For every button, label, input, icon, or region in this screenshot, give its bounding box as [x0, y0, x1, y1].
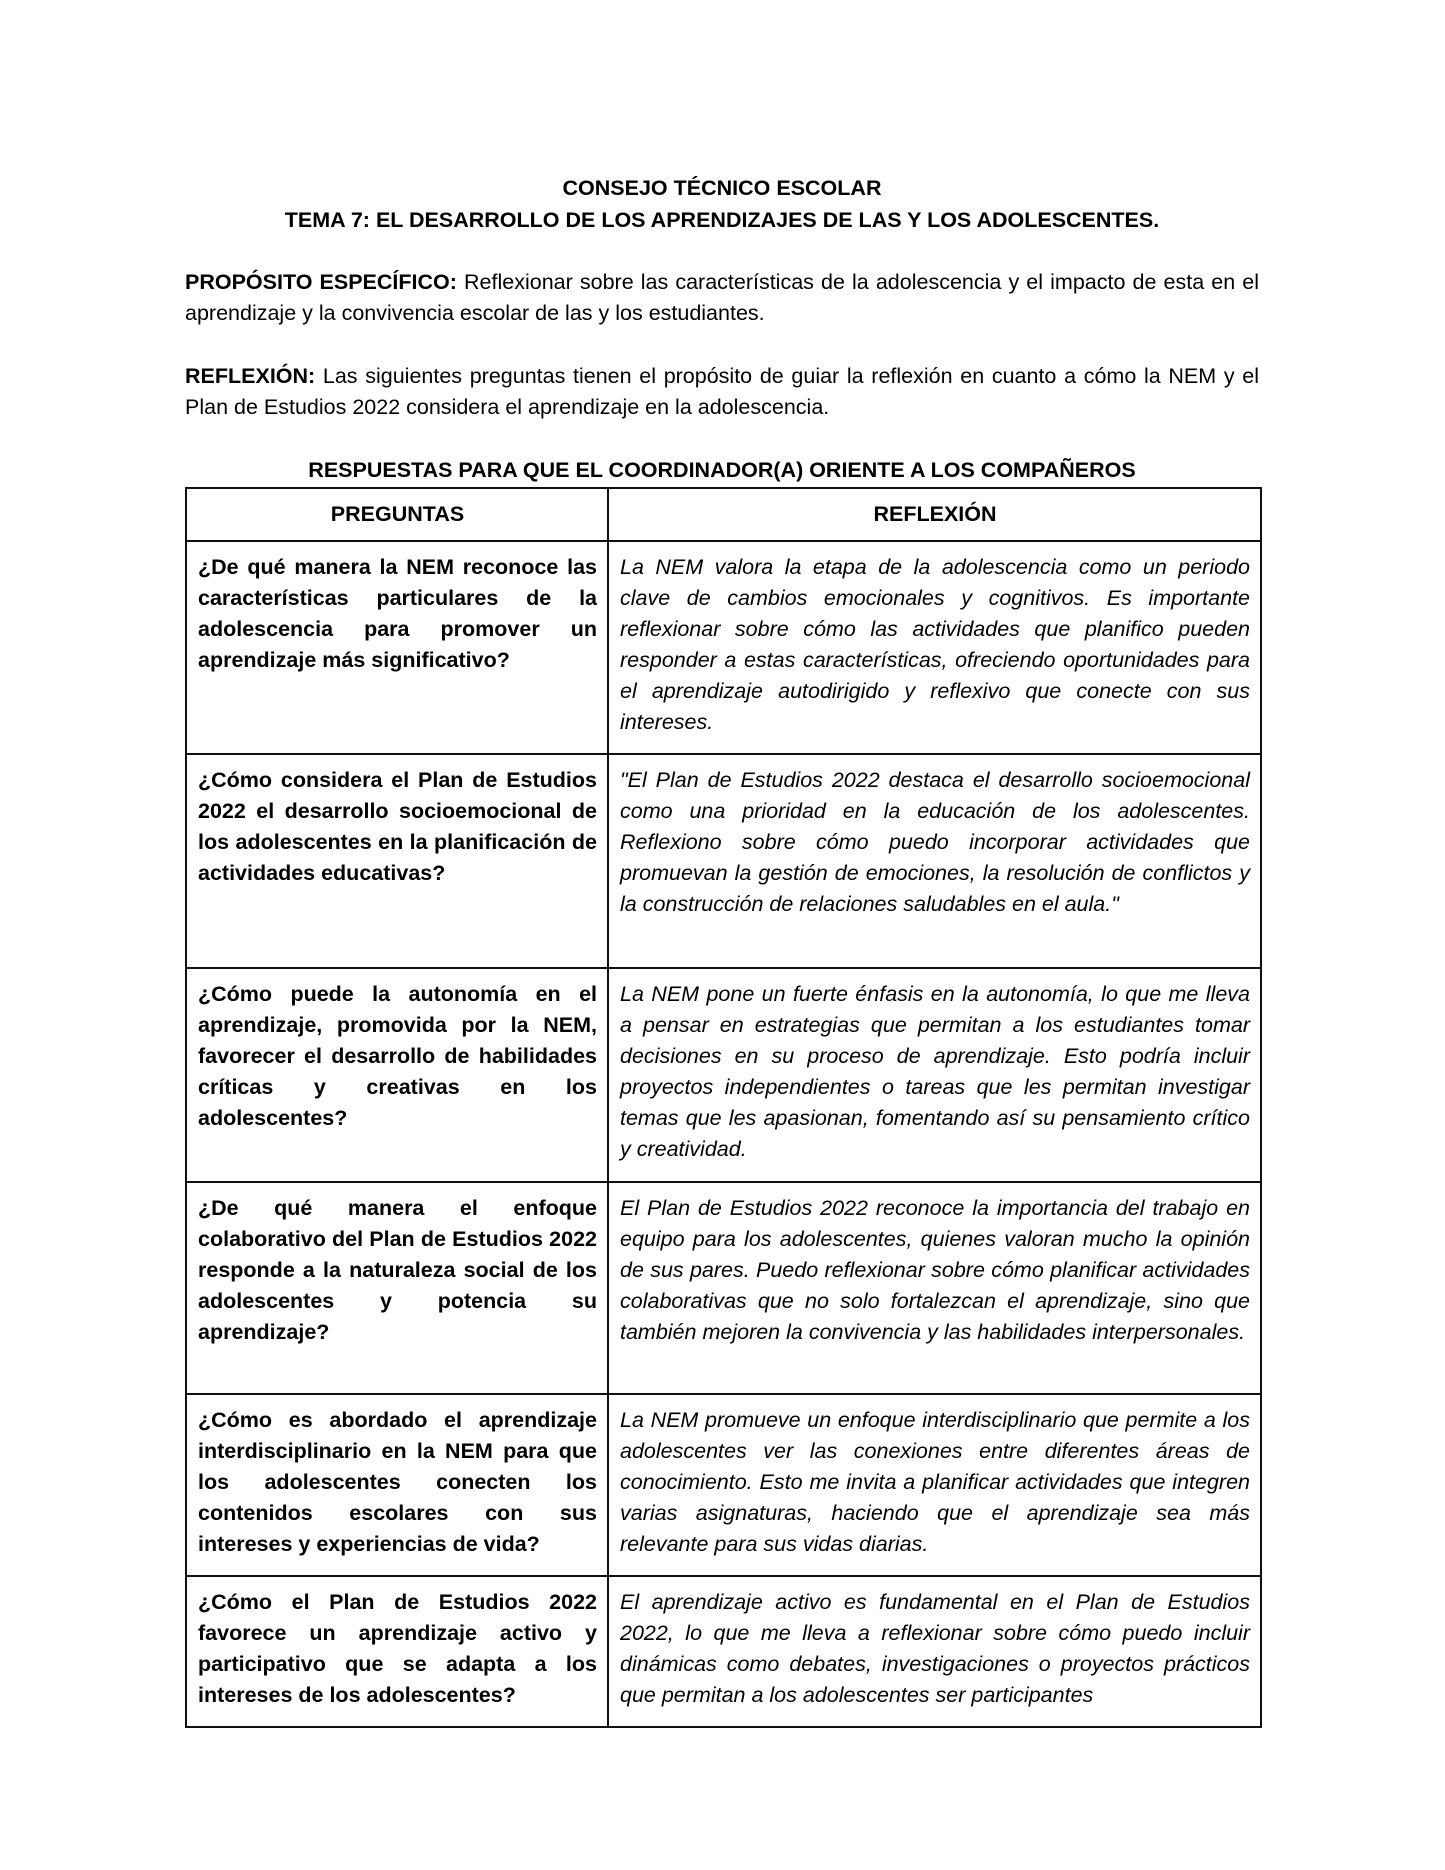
reflection-cell: "El Plan de Estudios 2022 destaca el desarrollo socioemocional como una prioridad en la educación de los adolescentes. Reflexiono sobre cómo puedo incorporar actividades que promuevan la gestión de emociones, la resolución de conflictos y la construcción de relaciones saludables en el aula." [608, 754, 1261, 968]
reflection-cell: La NEM pone un fuerte énfasis en la autonomía, lo que me lleva a pensar en estrategias que permitan a los estudiantes tomar decisiones en su proceso de aprendizaje. Esto podría incluir proyectos independientes o tareas que les permitan investigar temas que les apasionan, fomentando así su pensamiento crítico y creatividad. [608, 968, 1261, 1182]
table-header-row [186, 488, 1261, 541]
reflexion-label: REFLEXIÓN: [185, 364, 316, 388]
table-row [186, 1576, 1261, 1727]
table-caption: RESPUESTAS PARA QUE EL COORDINADOR(A) ORIENTE A LOS COMPAÑEROS [308, 458, 1136, 482]
reflection-cell: La NEM valora la etapa de la adolescencia como un periodo clave de cambios emocionales y cognitivos. Es importante reflexionar sobre cómo las actividades que planifico pueden responder a estas características, ofreciendo oportunidades para el aprendizaje autodirigido y reflexivo que conecte con sus intereses. [608, 541, 1261, 754]
title-line-2: TEMA 7: EL DESARROLLO DE LOS APRENDIZAJES DE LAS Y LOS ADOLESCENTES. [284, 208, 1160, 232]
question-cell: ¿Cómo puede la autonomía en el aprendizaje, promovida por la NEM, favorecer el desarrollo de habilidades críticas y creativas en los adolescentes? [186, 968, 608, 1182]
document-title [185, 172, 1259, 236]
table-row [186, 754, 1261, 968]
questions-table [185, 487, 1262, 1728]
table-row [186, 968, 1261, 1182]
table-row [186, 1182, 1261, 1394]
reflexion-text: Las siguientes preguntas tienen el propósito de guiar la reflexión en cuanto a cómo la NEM y el Plan de Estudios 2022 considera el aprendizaje en la adolescencia. [185, 364, 1259, 419]
proposito-label: PROPÓSITO ESPECÍFICO: [185, 270, 457, 294]
proposito-text: Reflexionar sobre las características de la adolescencia y el impacto de esta en el aprendizaje y la convivencia escolar de las y los estudiantes. [185, 270, 1259, 325]
question-cell: ¿De qué manera el enfoque colaborativo del Plan de Estudios 2022 responde a la naturaleza social de los adolescentes y potencia su aprendizaje? [186, 1182, 608, 1394]
question-cell: ¿Cómo es abordado el aprendizaje interdisciplinario en la NEM para que los adolescentes conecten los contenidos escolares con sus intereses y experiencias de vida? [186, 1394, 608, 1576]
reflection-cell: La NEM promueve un enfoque interdisciplinario que permite a los adolescentes ver las conexiones entre diferentes áreas de conocimiento. Esto me invita a planificar actividades que integren varias asignaturas, haciendo que el aprendizaje sea más relevante para sus vidas diarias. [608, 1394, 1261, 1576]
header-reflexion: REFLEXIÓN [608, 488, 1261, 541]
question-cell: ¿De qué manera la NEM reconoce las características particulares de la adolescencia para promover un aprendizaje más significativo? [186, 541, 608, 754]
question-cell: ¿Cómo el Plan de Estudios 2022 favorece un aprendizaje activo y participativo que se adapta a los intereses de los adolescentes? [186, 1576, 608, 1727]
header-preguntas: PREGUNTAS [186, 488, 608, 541]
reflection-cell: El Plan de Estudios 2022 reconoce la importancia del trabajo en equipo para los adolescentes, quienes valoran mucho la opinión de sus pares. Puedo reflexionar sobre cómo planificar actividades colaborativas que no solo fortalezcan el aprendizaje, sino que también mejoren la convivencia y las habilidades interpersonales. [608, 1182, 1261, 1394]
reflexion-paragraph [185, 361, 1259, 423]
table-row [186, 541, 1261, 754]
question-cell: ¿Cómo considera el Plan de Estudios 2022 el desarrollo socioemocional de los adolescentes en la planificación de actividades educativas? [186, 754, 608, 968]
proposito-paragraph [185, 267, 1259, 329]
table-row [186, 1394, 1261, 1576]
title-line-1: CONSEJO TÉCNICO ESCOLAR [562, 176, 882, 200]
reflection-cell: El aprendizaje activo es fundamental en el Plan de Estudios 2022, lo que me lleva a reflexionar sobre cómo puedo incluir dinámicas como debates, investigaciones o proyectos prácticos que permitan a los adolescentes ser participantes [608, 1576, 1261, 1727]
